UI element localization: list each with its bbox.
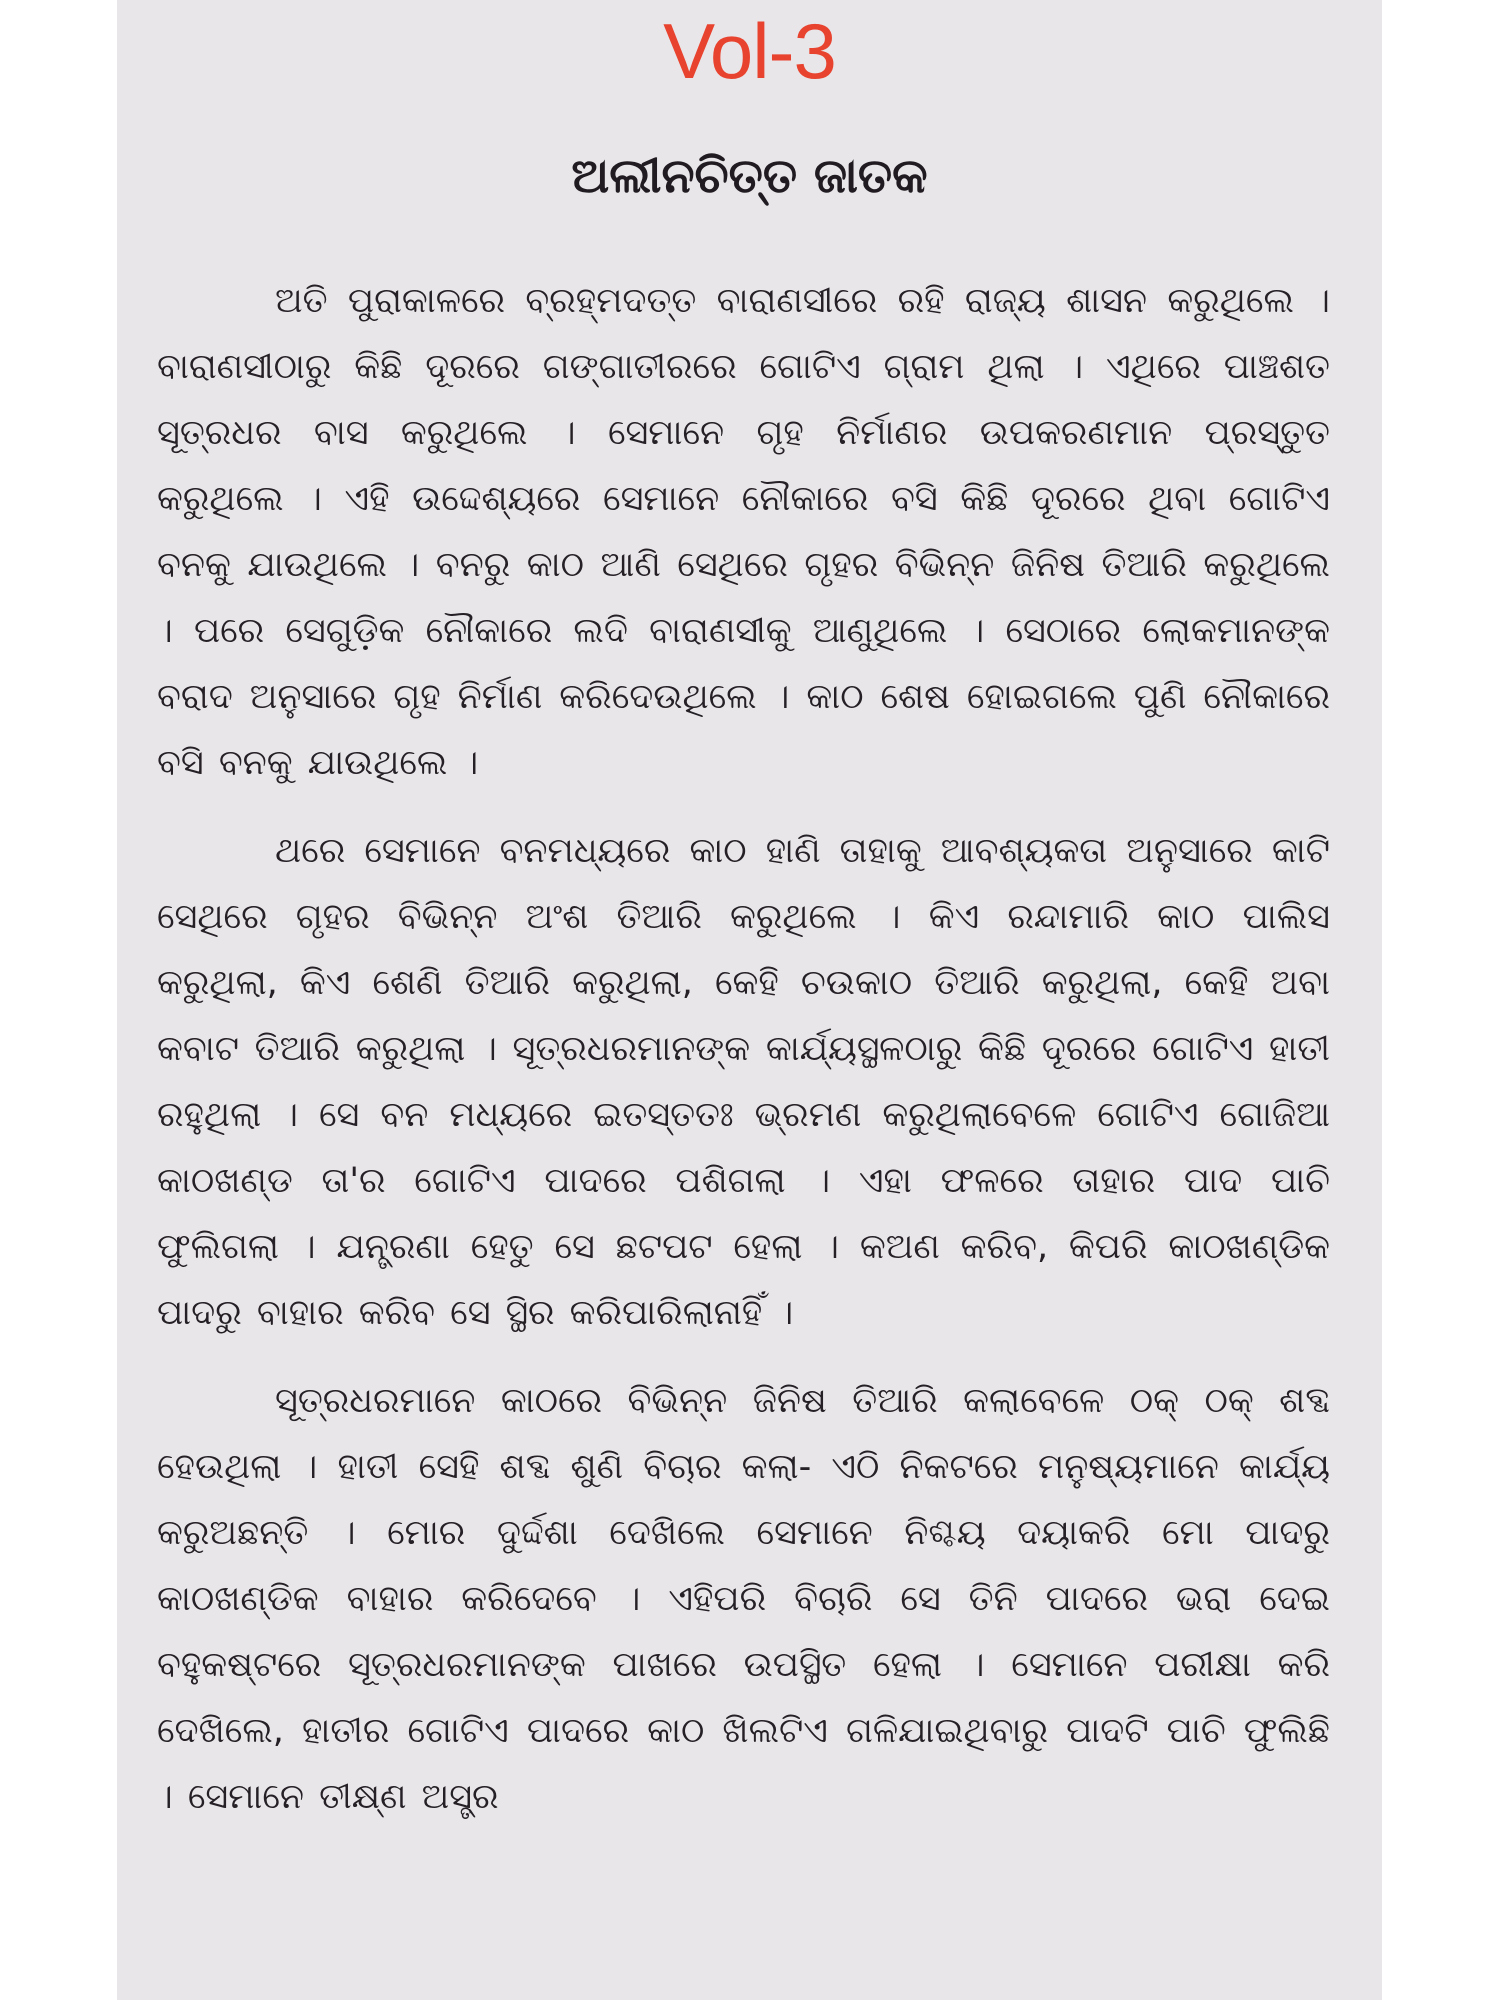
story-title: ଅଲୀନଚିତ୍ତ ଜାତକ: [571, 148, 928, 204]
story-body: [157, 268, 1330, 1852]
paragraph-3: ସୂତ୍ରଧରମାନେ କାଠରେ ବିଭିନ୍ନ ଜିନିଷ ତିଆରି କଲାବେଳେ ଠକ୍ ଠକ୍ ଶବ୍ଦ ହେଉଥିଲା । ହାତୀ ସେହି ଶବ୍ଦ ଶୁଣି ବିଚାର କଲା- ଏଠି ନିକଟରେ ମନୁଷ୍ୟମାନେ କାର୍ଯ୍ୟ କରୁଅଛନ୍ତି । ମୋର ଦୁର୍ଦ୍ଦଶା ଦେଖିଲେ ସେମାନେ ନିଶ୍ଚୟ ଦୟାକରି ମୋ ପାଦରୁ କାଠଖଣ୍ଡିକ ବାହାର କରିଦେବେ । ଏହିପରି ବିଚାରି ସେ ତିନି ପାଦରେ ଭରା ଦେଇ ବହୁକଷ୍ଟରେ ସୂତ୍ରଧରମାନଙ୍କ ପାଖରେ ଉପସ୍ଥିତ ହେଲା । ସେମାନେ ପରୀକ୍ଷା କରି ଦେଖିଲେ, ହାତୀର ଗୋଟିଏ ପାଦରେ କାଠ ଖିଲଟିଏ ଗଳିଯାଇଥିବାରୁ ପାଦଟି ପାଚି ଫୁଲିଛି । ସେମାନେ ତୀକ୍ଷ୍ଣ ଅସ୍ତ୍ର: [157, 1381, 1330, 1817]
book-page: [117, 0, 1382, 2000]
paragraph-1: ଅତି ପୁରାକାଳରେ ବ୍ରହ୍ମଦତ୍ତ ବାରାଣସୀରେ ରହି ରାଜ୍ୟ ଶାସନ କରୁଥିଲେ । ବାରାଣସୀଠାରୁ କିଛି ଦୂରରେ ଗଙ୍ଗାତୀରରେ ଗୋଟିଏ ଗ୍ରାମ ଥିଲା । ଏଥିରେ ପାଞ୍ଚଶତ ସୂତ୍ରଧର ବାସ କରୁଥିଲେ । ସେମାନେ ଗୃହ ନିର୍ମାଣର ଉପକରଣମାନ ପ୍ରସ୍ତୁତ କରୁଥିଲେ । ଏହି ଉଦ୍ଦେଶ୍ୟରେ ସେମାନେ ନୌକାରେ ବସି କିଛି ଦୂରରେ ଥିବା ଗୋଟିଏ ବନକୁ ଯାଉଥିଲେ । ବନରୁ କାଠ ଆଣି ସେଥିରେ ଗୃହର ବିଭିନ୍ନ ଜିନିଷ ତିଆରି କରୁଥିଲେ । ପରେ ସେଗୁଡ଼ିକ ନୌକାରେ ଲଦି ବାରାଣସୀକୁ ଆଣୁଥିଲେ । ସେଠାରେ ଲୋକମାନଙ୍କ ବରାଦ ଅନୁସାରେ ଗୃହ ନିର୍ମାଣ କରିଦେଉଥିଲେ । କାଠ ଶେଷ ହୋଇଗଲେ ପୁଣି ନୌକାରେ ବସି ବନକୁ ଯାଉଥିଲେ ।: [157, 281, 1330, 783]
paragraph-2: ଥରେ ସେମାନେ ବନମଧ୍ୟରେ କାଠ ହାଣି ତାହାକୁ ଆବଶ୍ୟକତା ଅନୁସାରେ କାଟି ସେଥିରେ ଗୃହର ବିଭିନ୍ନ ଅଂଶ ତିଆରି କରୁଥିଲେ । କିଏ ରନ୍ଦାମାରି କାଠ ପାଲିସ କରୁଥିଲା, କିଏ ଶେଣି ତିଆରି କରୁଥିଲା, କେହି ଚଉକାଠ ତିଆରି କରୁଥିଲା, କେହି ଅବା କବାଟ ତିଆରି କରୁଥିଲା । ସୂତ୍ରଧରମାନଙ୍କ କାର୍ଯ୍ୟସ୍ଥଳଠାରୁ କିଛି ଦୂରରେ ଗୋଟିଏ ହାତୀ ରହୁଥିଲା । ସେ ବନ ମଧ୍ୟରେ ଇତସ୍ତତଃ ଭ୍ରମଣ କରୁଥିଲାବେଳେ ଗୋଟିଏ ଗୋଜିଆ କାଠଖଣ୍ଡ ତା'ର ଗୋଟିଏ ପାଦରେ ପଶିଗଲା । ଏହା ଫଳରେ ତାହାର ପାଦ ପାଚି ଫୁଲିଗଲା । ଯନ୍ତ୍ରଣା ହେତୁ ସେ ଛଟପଟ ହେଲା । କଅଣ କରିବ, କିପରି କାଠଖଣ୍ଡିକ ପାଦରୁ ବାହାର କରିବ ସେ ସ୍ଥିର କରିପାରିଲାନାହିଁ ।: [157, 831, 1330, 1333]
volume-label: Vol-3: [663, 7, 836, 95]
